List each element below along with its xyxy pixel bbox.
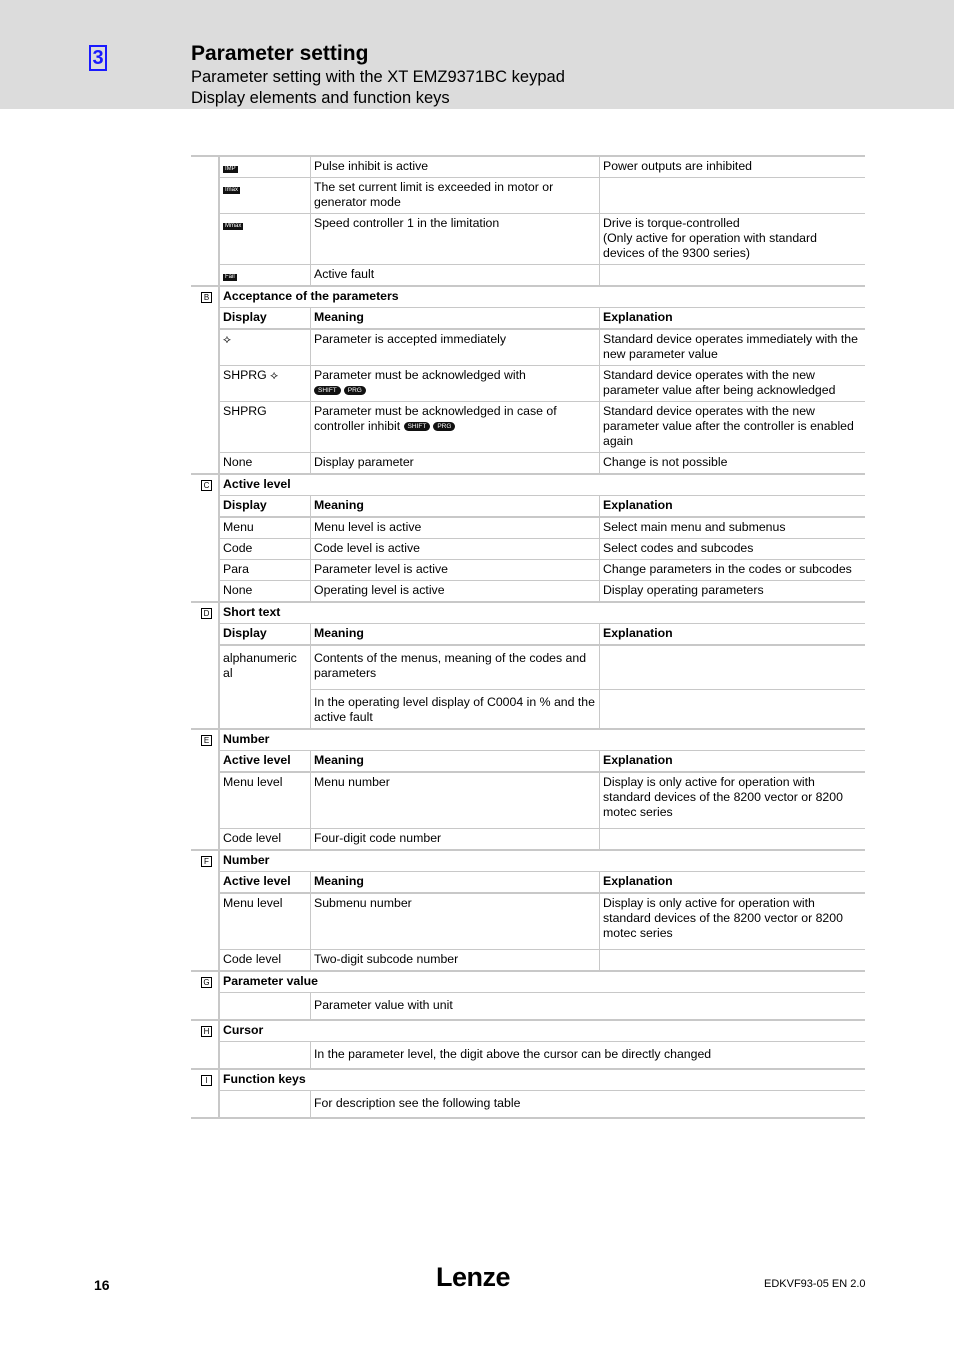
- column-header: Active level: [219, 872, 311, 894]
- display-cell: Para: [219, 560, 311, 581]
- table-row: [191, 829, 865, 851]
- explanation-cell: [600, 829, 866, 851]
- section-f-title-row: [191, 850, 865, 872]
- shift-key-icon: SHIFT: [404, 422, 431, 431]
- explanation-cell: Display is only active for operation with standard devices of the 8200 vector or 8200 motec series: [600, 772, 866, 829]
- display-cell: Code level: [219, 950, 311, 972]
- explanation-cell: [600, 178, 866, 214]
- page-number: 16: [94, 1277, 110, 1293]
- section-title: Acceptance of the parameters: [219, 286, 865, 308]
- section-text: Parameter value with unit: [311, 993, 866, 1021]
- table-row: [191, 772, 865, 829]
- imp-icon: IMP: [225, 166, 236, 172]
- column-header: Explanation: [600, 624, 866, 646]
- table-row: [191, 539, 865, 560]
- meaning-cell: Operating level is active: [311, 581, 600, 603]
- section-b-title-row: [191, 286, 865, 308]
- meaning-cell: Contents of the menus, meaning of the codes and parameters: [311, 645, 600, 690]
- section-d-marker: D: [201, 608, 212, 619]
- column-header: Meaning: [311, 872, 600, 894]
- column-header: Explanation: [600, 872, 866, 894]
- display-elements-table: [191, 155, 865, 1119]
- meaning-cell: Speed controller 1 in the limitation: [311, 214, 600, 265]
- section-i-title-row: [191, 1069, 865, 1091]
- table-row: [191, 329, 865, 366]
- table-row: [191, 517, 865, 539]
- table-row: [191, 178, 865, 214]
- document-id: EDKVF93-05 EN 2.0: [764, 1278, 866, 1290]
- imax-icon: Imax: [225, 187, 239, 193]
- explanation-cell: Change is not possible: [600, 453, 866, 475]
- section-e-marker: E: [201, 735, 212, 746]
- page-subtitle-2: Display elements and function keys: [191, 89, 450, 107]
- explanation-cell: Standard device operates with the new parameter value after the controller is enabled again: [600, 402, 866, 453]
- section-title: Active level: [219, 474, 865, 496]
- section-text: For description see the following table: [311, 1091, 866, 1119]
- section-c-header-row: [191, 496, 865, 518]
- section-title: Cursor: [219, 1020, 865, 1042]
- table-row: [191, 645, 865, 690]
- page-title: Parameter setting: [191, 42, 369, 65]
- table-row: [191, 366, 865, 402]
- fail-icon: Fail: [225, 274, 235, 280]
- section-d-title-row: [191, 602, 865, 624]
- column-header: Meaning: [311, 751, 600, 773]
- arrow-icon: ⟡: [223, 332, 231, 346]
- table-row: [191, 1091, 865, 1119]
- chapter-number[interactable]: 3: [89, 45, 107, 71]
- section-title: Parameter value: [219, 971, 865, 993]
- section-g-title-row: [191, 971, 865, 993]
- column-header: Explanation: [600, 751, 866, 773]
- display-cell: Menu level: [219, 772, 311, 829]
- meaning-cell: Submenu number: [311, 893, 600, 950]
- page-header: [0, 0, 954, 109]
- section-b-marker: B: [201, 292, 212, 303]
- explanation-cell: Power outputs are inhibited: [600, 156, 866, 178]
- section-text: In the parameter level, the digit above the cursor can be directly changed: [311, 1042, 866, 1070]
- meaning-cell: Active fault: [311, 265, 600, 287]
- display-cell: None: [219, 581, 311, 603]
- column-header: Display: [219, 308, 311, 330]
- section-g-marker: G: [201, 977, 212, 988]
- section-title: Function keys: [219, 1069, 865, 1091]
- section-title: Short text: [219, 602, 865, 624]
- arrow-icon: ⟡: [270, 368, 279, 382]
- column-header: Meaning: [311, 496, 600, 518]
- display-cell: Menu: [219, 517, 311, 539]
- shift-key-icon: SHIFT: [314, 386, 341, 395]
- section-i-marker: I: [201, 1075, 212, 1086]
- display-cell: alphanumeric al: [219, 645, 311, 729]
- meaning-cell: Menu level is active: [311, 517, 600, 539]
- table-row: [191, 1042, 865, 1070]
- meaning-cell: Four-digit code number: [311, 829, 600, 851]
- display-cell: SHPRG: [223, 368, 267, 382]
- section-d-header-row: [191, 624, 865, 646]
- meaning-cell: Display parameter: [311, 453, 600, 475]
- table-row: [191, 581, 865, 603]
- section-f-marker: F: [201, 856, 212, 867]
- meaning-cell: Pulse inhibit is active: [311, 156, 600, 178]
- table-row: [191, 560, 865, 581]
- section-title: Number: [219, 729, 865, 751]
- section-e-header-row: [191, 751, 865, 773]
- meaning-cell: Code level is active: [311, 539, 600, 560]
- explanation-cell: Display operating parameters: [600, 581, 866, 603]
- meaning-cell: Parameter must be acknowledged in case of controller inhibit: [314, 404, 557, 433]
- page-subtitle: Parameter setting with the XT EMZ9371BC keypad: [191, 68, 565, 86]
- section-f-header-row: [191, 872, 865, 894]
- explanation-cell: [600, 265, 866, 287]
- table-row: [191, 156, 865, 178]
- section-c-title-row: [191, 474, 865, 496]
- explanation-cell: Standard device operates with the new parameter value after being acknowledged: [600, 366, 866, 402]
- lenze-logo: Lenze: [436, 1262, 511, 1292]
- explanation-cell: Display is only active for operation with standard devices of the 8200 vector or 8200 motec series: [600, 893, 866, 950]
- meaning-cell: The set current limit is exceeded in motor or generator mode: [311, 178, 600, 214]
- explanation-cell: [600, 950, 866, 972]
- section-h-marker: H: [201, 1026, 212, 1037]
- prg-key-icon: PRG: [344, 386, 366, 395]
- table-row: [191, 453, 865, 475]
- meaning-cell: Two-digit subcode number: [311, 950, 600, 972]
- table-row: [191, 214, 865, 265]
- table-row: [191, 402, 865, 453]
- meaning-cell: Parameter is accepted immediately: [311, 329, 600, 366]
- meaning-cell: Parameter must be acknowledged with: [314, 368, 526, 382]
- explanation-cell: Drive is torque-controlled (Only active for operation with standard devices of the 9300 series): [600, 214, 866, 265]
- section-h-title-row: [191, 1020, 865, 1042]
- table-row: [191, 993, 865, 1021]
- explanation-cell: Change parameters in the codes or subcodes: [600, 560, 866, 581]
- column-header: Meaning: [311, 308, 600, 330]
- section-c-marker: C: [201, 480, 212, 491]
- display-cell: None: [219, 453, 311, 475]
- column-header: Explanation: [600, 308, 866, 330]
- column-header: Explanation: [600, 496, 866, 518]
- prg-key-icon: PRG: [433, 422, 455, 431]
- section-title: Number: [219, 850, 865, 872]
- section-b-header-row: [191, 308, 865, 330]
- table-row: [191, 893, 865, 950]
- display-cell: SHPRG: [219, 402, 311, 453]
- explanation-cell: Standard device operates immediately with the new parameter value: [600, 329, 866, 366]
- display-cell: Code: [219, 539, 311, 560]
- explanation-cell: Select codes and subcodes: [600, 539, 866, 560]
- mmax-icon: Mmax: [225, 223, 242, 229]
- column-header: Display: [219, 624, 311, 646]
- table-row: [191, 950, 865, 972]
- explanation-cell: Select main menu and submenus: [600, 517, 866, 539]
- column-header: Meaning: [311, 624, 600, 646]
- table-row: [191, 265, 865, 287]
- column-header: Display: [219, 496, 311, 518]
- display-cell: Menu level: [219, 893, 311, 950]
- meaning-cell: Menu number: [311, 772, 600, 829]
- section-e-title-row: [191, 729, 865, 751]
- meaning-cell: Parameter level is active: [311, 560, 600, 581]
- meaning-cell: In the operating level display of C0004 in % and the active fault: [311, 690, 600, 730]
- column-header: Active level: [219, 751, 311, 773]
- display-cell: Code level: [219, 829, 311, 851]
